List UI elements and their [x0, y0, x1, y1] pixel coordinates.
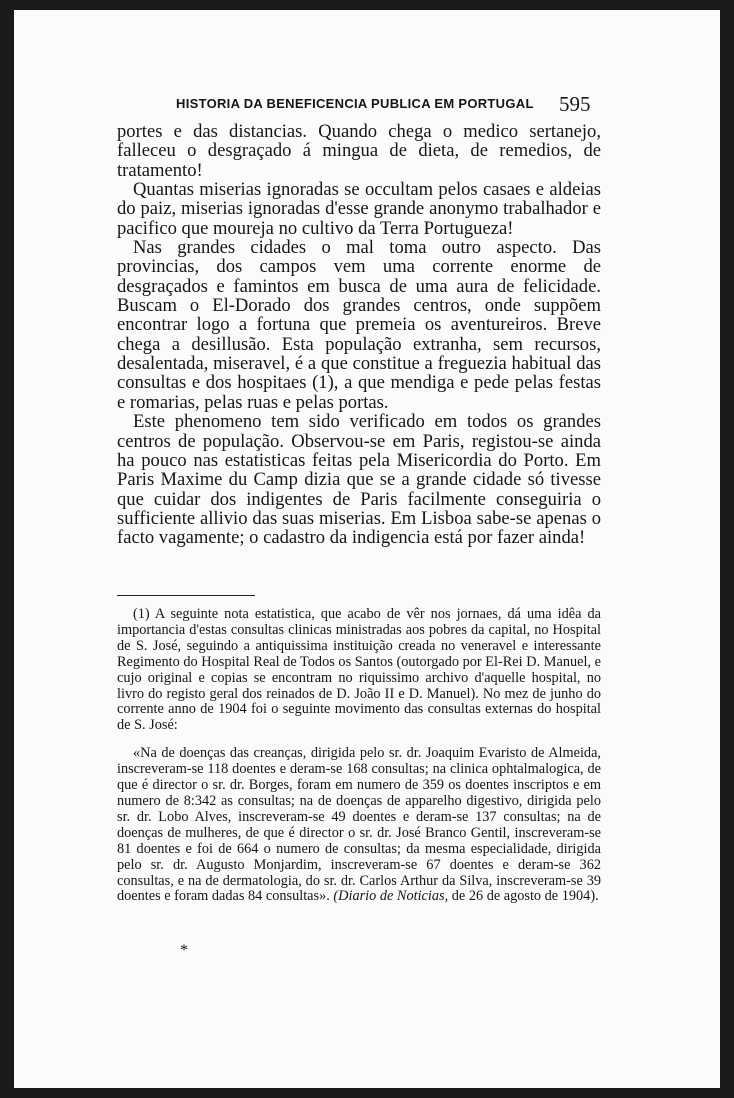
book-page — [14, 10, 720, 1088]
footnote-text: (1) A seguinte nota estatistica, que acabo de vêr nos jornaes, dá uma idêa da importancia d'estas consultas clinicas ministradas aos pobres da capital, no Hospital de S. José, seguindo a antiquissima instituição creada no veneravel e interessante Regimento do Hospital Real de Todos os Santos (outorgado por El-Rei D. Manuel, e cujo original e copias se encontram no riquissimo archivo d'aquelle hospital, no livro do registo geral dos reinados de D. João II e D. Manuel). No mez de junho do corrente anno de 1904 foi o seguinte movimento das consultas externas do hospital de S. José: — [117, 606, 601, 734]
footnote-divider — [117, 595, 255, 596]
paragraph: Este phenomeno tem sido verificado em todos os grandes centros de população. Observou-se em Paris, registou-se ainda ha pouco nas estatisticas feitas pela Misericordia do Porto. Em Paris Maxime du Camp dizia que se a grande cidade só tivesse que cuidar dos indigentes de Paris facilmente conseguiria o sufficiente allivio das suas miserias. Em Lisboa sabe-se apenas o facto vagamente; o cadastro da indigencia está por fazer ainda! — [117, 411, 601, 549]
footnote-quote — [117, 746, 601, 905]
running-title: HISTORIA DA BENEFICENCIA PUBLICA EM PORTUGAL — [176, 96, 534, 111]
paragraph: Quantas miserias ignoradas se occultam pelos casaes e aldeias do paiz, miserias ignoradas d'esse grande anonymo trabalhador e pacifico que moureja no cultivo da Terra Portugueza! — [117, 179, 601, 239]
page-number: 595 — [559, 92, 591, 116]
quote-date: de 26 de agosto de 1904). — [451, 888, 599, 905]
footnote — [117, 607, 601, 905]
page-header — [14, 92, 720, 116]
quote-text: «Na de doenças das creanças, dirigida pelo sr. dr. Joaquim Evaristo de Almeida, inscreveram-se 118 doentes e deram-se 168 consultas; na clinica ophtalmalogica, de que é director o sr. dr. Borges, foram em numero de 359 os doentes inscriptos e em numero de 8:342 as consultas; na de doenças de apparelho digestivo, dirigida pelo sr. dr. Lobo Alves, inscreveram-se 49 doentes e deram-se 137 consultas; na de doenças de mulheres, de que é director o sr. dr. José Branco Gentil, inscreveram-se 81 doentes e foi de 664 o numero de consultas; da mesma especialidade, dirigida pelo sr. dr. Augusto Monjardim, inscreveram-se 67 doentes e deram-se 362 consultas, e na de dermatologia, do sr. dr. Carlos Arthur da Silva, inscreveram-se 39 doentes e foram dadas 84 consultas». — [117, 745, 601, 905]
main-text — [117, 122, 601, 548]
paragraph: Nas grandes cidades o mal toma outro aspecto. Das provincias, dos campos vem uma corrente enorme de desgraçados e famintos em busca de uma aura de felicidade. Buscam o El-Dorado dos grandes centros, onde suppõem encontrar logo a fortuna que premeia os aventureiros. Breve chega a desillusão. Esta população extranha, sem recursos, desalentada, miseravel, é a que constitue a freguezia habitual das consultas e dos hospitaes (1), a que mendiga e pede pelas festas e romarias, pelas ruas e pelas portas. — [117, 237, 601, 413]
quote-source: (Diario de Noticias, — [333, 888, 449, 905]
asterisk-ornament: * — [180, 942, 188, 959]
paragraph: portes e das distancias. Quando chega o medico sertanejo, falleceu o desgraçado á mingua de dieta, de remedios, de tratamento! — [117, 121, 601, 181]
